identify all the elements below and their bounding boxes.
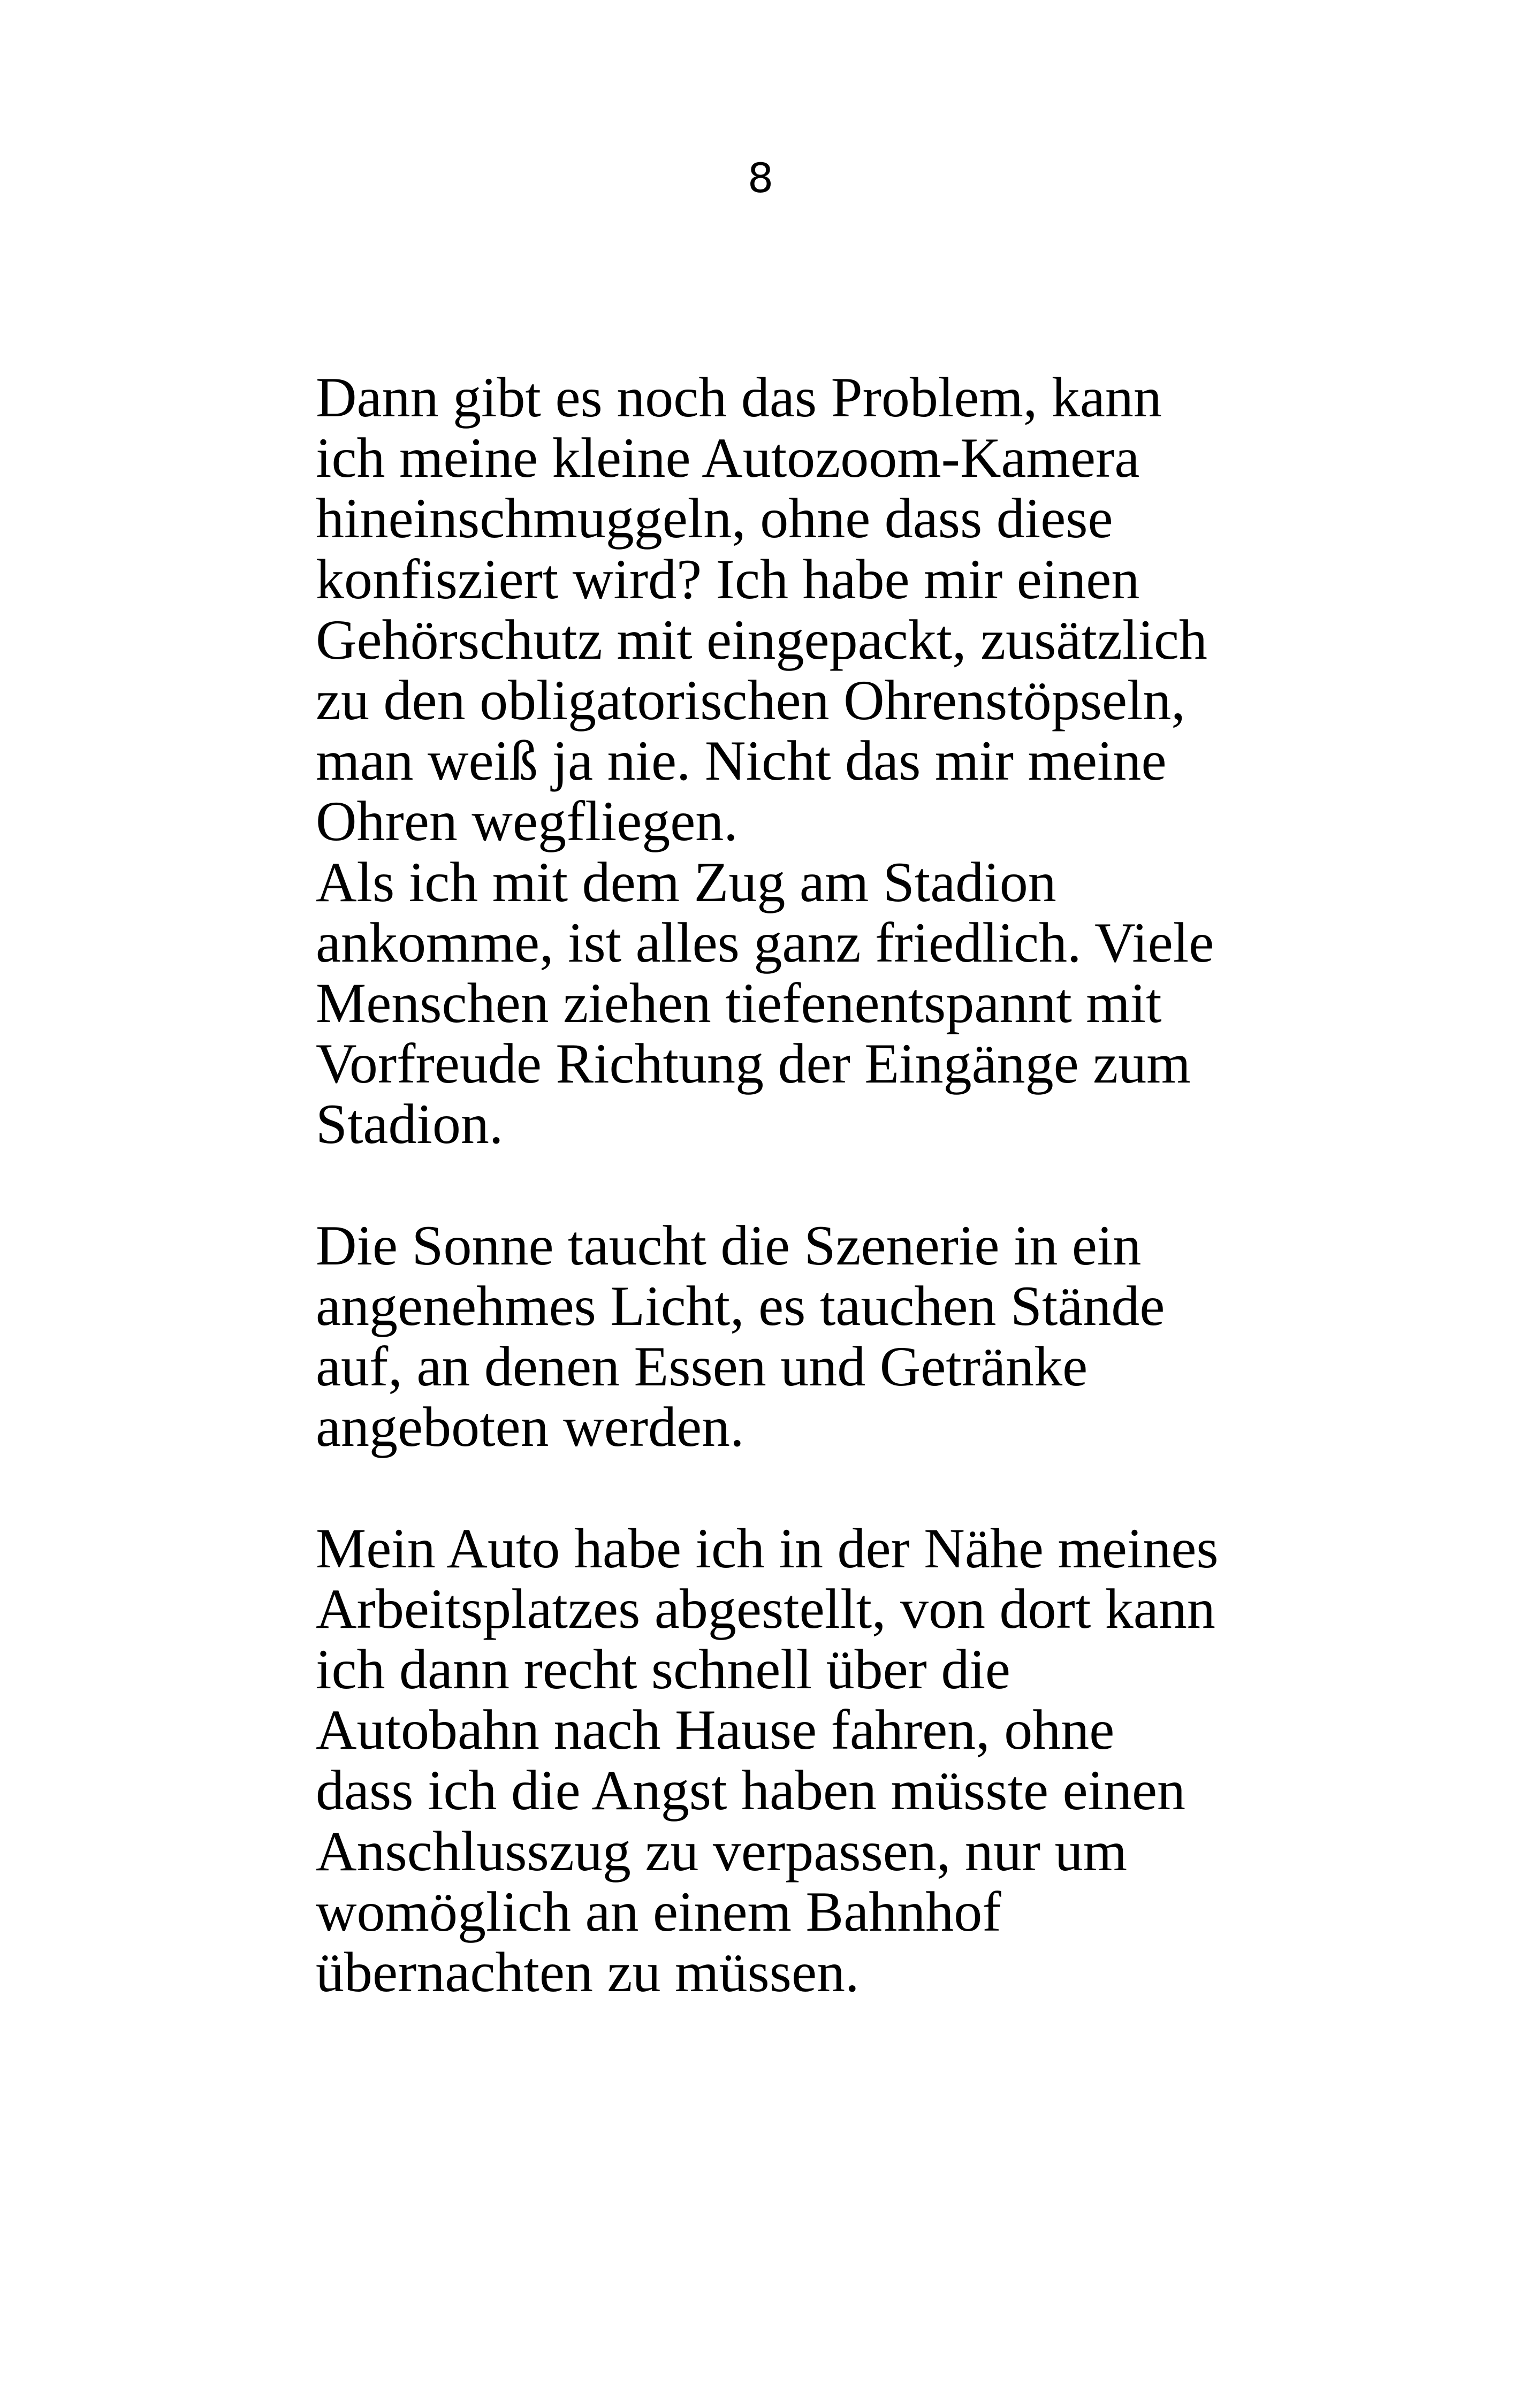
text-line: hineinschmuggeln, ohne dass diese	[316, 487, 1113, 550]
text-line: übernachten zu müssen.	[316, 1940, 860, 2003]
text-line: Vorfreude Richtung der Eingänge zum	[316, 1032, 1191, 1095]
text-line: konfisziert wird? Ich habe mir einen	[316, 547, 1140, 611]
text-line: ich meine kleine Autozoom-Kamera	[316, 426, 1140, 490]
text-line: auf, an denen Essen und Getränke	[316, 1335, 1088, 1398]
body-text	[316, 367, 1306, 2002]
text-line: Ohren wegfliegen.	[316, 790, 738, 853]
text-line: zu den obligatorischen Ohrenstöpseln,	[316, 668, 1185, 731]
text-line: Menschen ziehen tiefenentspannt mit	[316, 971, 1162, 1034]
text-line: Gehörschutz mit eingepackt, zusätzlich	[316, 608, 1207, 671]
text-line: Arbeitsplatzes abgestellt, von dort kann	[316, 1577, 1215, 1640]
text-line: angenehmes Licht, es tauchen Stände	[316, 1274, 1165, 1337]
text-line: Mein Auto habe ich in der Nähe meines	[316, 1517, 1219, 1580]
text-line: Anschlusszug zu verpassen, nur um	[316, 1819, 1128, 1883]
text-line: Autobahn nach Hause fahren, ohne	[316, 1698, 1115, 1762]
text-line: Stadion.	[316, 1093, 504, 1156]
text-line: man weiß ja nie. Nicht das mir meine	[316, 729, 1167, 792]
text-line: ich dann recht schnell über die	[316, 1637, 1010, 1701]
text-line: Als ich mit dem Zug am Stadion	[316, 850, 1056, 913]
paragraph-break	[316, 1154, 1306, 1215]
text-line: angeboten werden.	[316, 1396, 744, 1459]
paragraph-break	[316, 1457, 1306, 1518]
page-number: 8	[747, 154, 774, 202]
text-line: Die Sonne taucht die Szenerie in ein	[316, 1214, 1142, 1277]
text-line: womöglich an einem Bahnhof	[316, 1880, 1001, 1943]
text-line: Dann gibt es noch das Problem, kann	[316, 366, 1162, 429]
text-line: dass ich die Angst haben müsste einen	[316, 1759, 1186, 1822]
text-line: ankomme, ist alles ganz friedlich. Viele	[316, 911, 1214, 974]
